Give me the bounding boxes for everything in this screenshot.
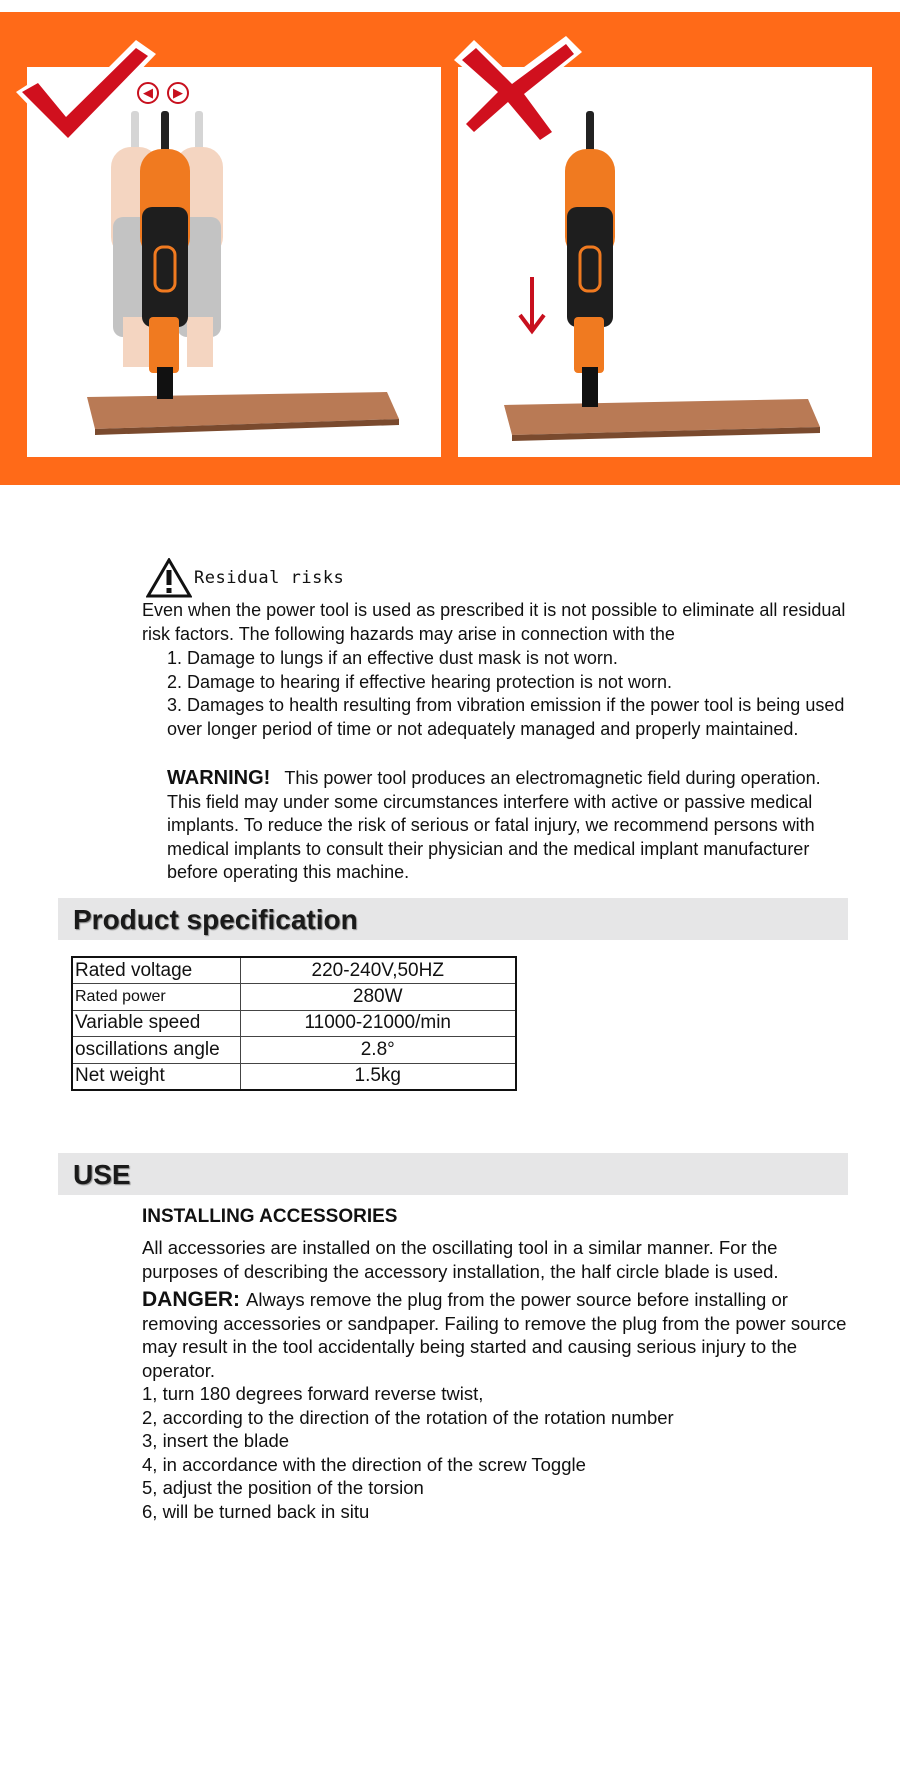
spec-label: Rated power bbox=[72, 984, 240, 1011]
table-row bbox=[72, 1010, 516, 1037]
spec-value: 11000-21000/min bbox=[240, 1010, 516, 1037]
rotate-left-icon: ◀ bbox=[137, 82, 159, 104]
installing-accessories-body bbox=[142, 1236, 857, 1523]
rotate-right-icon: ▶ bbox=[167, 82, 189, 104]
spec-value: 2.8° bbox=[240, 1037, 516, 1064]
warning-triangle-icon bbox=[146, 558, 192, 598]
spec-table bbox=[71, 956, 517, 1091]
spec-section-title: Product specification bbox=[73, 904, 358, 935]
danger-block bbox=[142, 1288, 857, 1382]
table-row bbox=[72, 984, 516, 1011]
spec-label: Rated voltage bbox=[72, 957, 240, 984]
table-row bbox=[72, 1037, 516, 1064]
list-item: 5, adjust the position of the torsion bbox=[142, 1477, 424, 1498]
warning-text: This power tool produces an electromagnetic field during operation. This field may under some circumstances interfere with active or passive medical implants. To reduce the risk of serious or fatal injury, we recommend persons with medical implants to consult their physician and the medical implant manufacturer before operating this machine. bbox=[167, 768, 821, 882]
warning-label: WARNING! bbox=[167, 767, 271, 789]
list-item: 2, according to the direction of the rotation of the rotation number bbox=[142, 1406, 674, 1428]
list-item: 3, insert the blade bbox=[142, 1430, 290, 1451]
list-item: 1. Damage to lungs if an effective dust mask is not worn. bbox=[167, 648, 618, 668]
table-row bbox=[72, 957, 516, 984]
checkmark-icon bbox=[8, 30, 158, 150]
spec-label: oscillations angle bbox=[72, 1037, 240, 1064]
danger-text: Always remove the plug from the power source before installing or removing accessories or sandpaper. Failing to remove the plug from the power source may result in the tool accidentally being started and causing serious injury to the operator. bbox=[142, 1289, 847, 1381]
residual-risks-intro: Even when the power tool is used as prescribed it is not possible to eliminate all residual risk factors. The following hazards may arise in connection with the bbox=[142, 600, 846, 644]
list-item: 6, will be turned back in situ bbox=[142, 1500, 370, 1522]
danger-label: DANGER: bbox=[142, 1288, 240, 1311]
spec-label: Net weight bbox=[72, 1063, 240, 1090]
press-down-arrow-icon bbox=[520, 277, 544, 331]
warning-block bbox=[167, 767, 857, 885]
table-row bbox=[72, 1063, 516, 1090]
residual-risks-heading bbox=[146, 556, 344, 600]
install-intro: All accessories are installed on the oscillating tool in a similar manner. For the purposes of describing the accessory installation, the half circle blade is used. bbox=[142, 1237, 779, 1282]
spec-value: 220-240V,50HZ bbox=[240, 957, 516, 984]
list-item: 3. Damages to health resulting from vibration emission if the power tool is being used over longer period of time or not adequately managed and properly maintained. bbox=[167, 695, 845, 739]
list-item: 2. Damage to hearing if effective hearing protection is not worn. bbox=[167, 671, 672, 692]
use-section-header bbox=[58, 1153, 848, 1195]
oscillating-tool-icon bbox=[565, 111, 615, 407]
list-item: 4, in accordance with the direction of the screw Toggle bbox=[142, 1453, 586, 1475]
cross-icon bbox=[448, 30, 588, 150]
residual-risks-title: Residual risks bbox=[194, 568, 345, 588]
spec-value: 1.5kg bbox=[240, 1063, 516, 1090]
list-item: 1, turn 180 degrees forward reverse twist, bbox=[142, 1383, 484, 1404]
install-steps bbox=[142, 1382, 857, 1523]
spec-section-header bbox=[58, 898, 848, 940]
spec-label: Variable speed bbox=[72, 1010, 240, 1037]
installing-accessories-heading: INSTALLING ACCESSORIES bbox=[142, 1206, 398, 1227]
use-section-title: USE bbox=[73, 1159, 131, 1190]
residual-risks-list bbox=[167, 647, 857, 741]
spec-value: 280W bbox=[240, 984, 516, 1011]
